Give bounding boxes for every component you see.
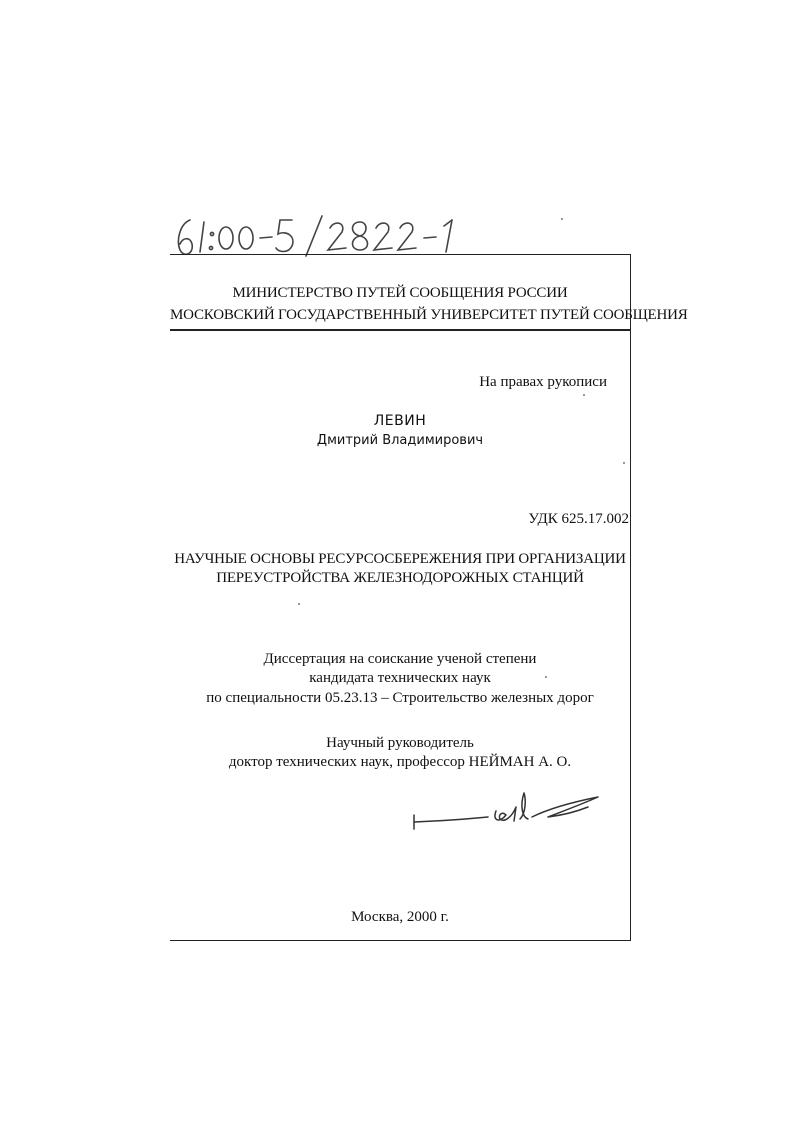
dissertation-title-line-1: НАУЧНЫЕ ОСНОВЫ РЕСУРСОСБЕРЕЖЕНИЯ ПРИ ОРГАНИЗАЦИИ [174,551,626,567]
supervisor-name: доктор технических наук, профессор НЕЙМАН А. О. [228,754,572,770]
supervisor-label: Научный руководитель [326,735,474,751]
scan-speck [561,218,563,220]
place-and-year: Москва, 2000 г. [351,909,449,925]
scan-speck [623,462,625,464]
university-name: МОСКОВСКИЙ ГОСУДАРСТВЕННЫЙ УНИВЕРСИТЕТ ПУТЕЙ СООБЩЕНИЯ [170,307,688,323]
signature-icon [408,785,608,835]
author-name: Дмитрий Владимирович [316,433,484,448]
degree-line-1: Диссертация на соискание ученой степени [263,651,537,667]
specialty-line: по специальности 05.23.13 – Строительство железных дорог [206,690,594,706]
top-rule [170,254,630,255]
rights-note: На правах рукописи [479,374,607,390]
udk-code: УДК 625.17.002 [528,511,629,527]
degree-line-2: кандидата технических наук [309,670,491,686]
page-frame [170,254,688,941]
header-rule [170,329,630,331]
dissertation-title-line-2: ПЕРЕУСТРОЙСТВА ЖЕЛЕЗНОДОРОЖНЫХ СТАНЦИЙ [216,570,584,586]
scan-speck [583,394,585,396]
scan-speck [298,603,300,605]
author-surname: ЛЕВИН [373,413,427,429]
ministry-name: МИНИСТЕРСТВО ПУТЕЙ СООБЩЕНИЯ РОССИИ [232,285,568,301]
scan-speck [545,676,547,678]
